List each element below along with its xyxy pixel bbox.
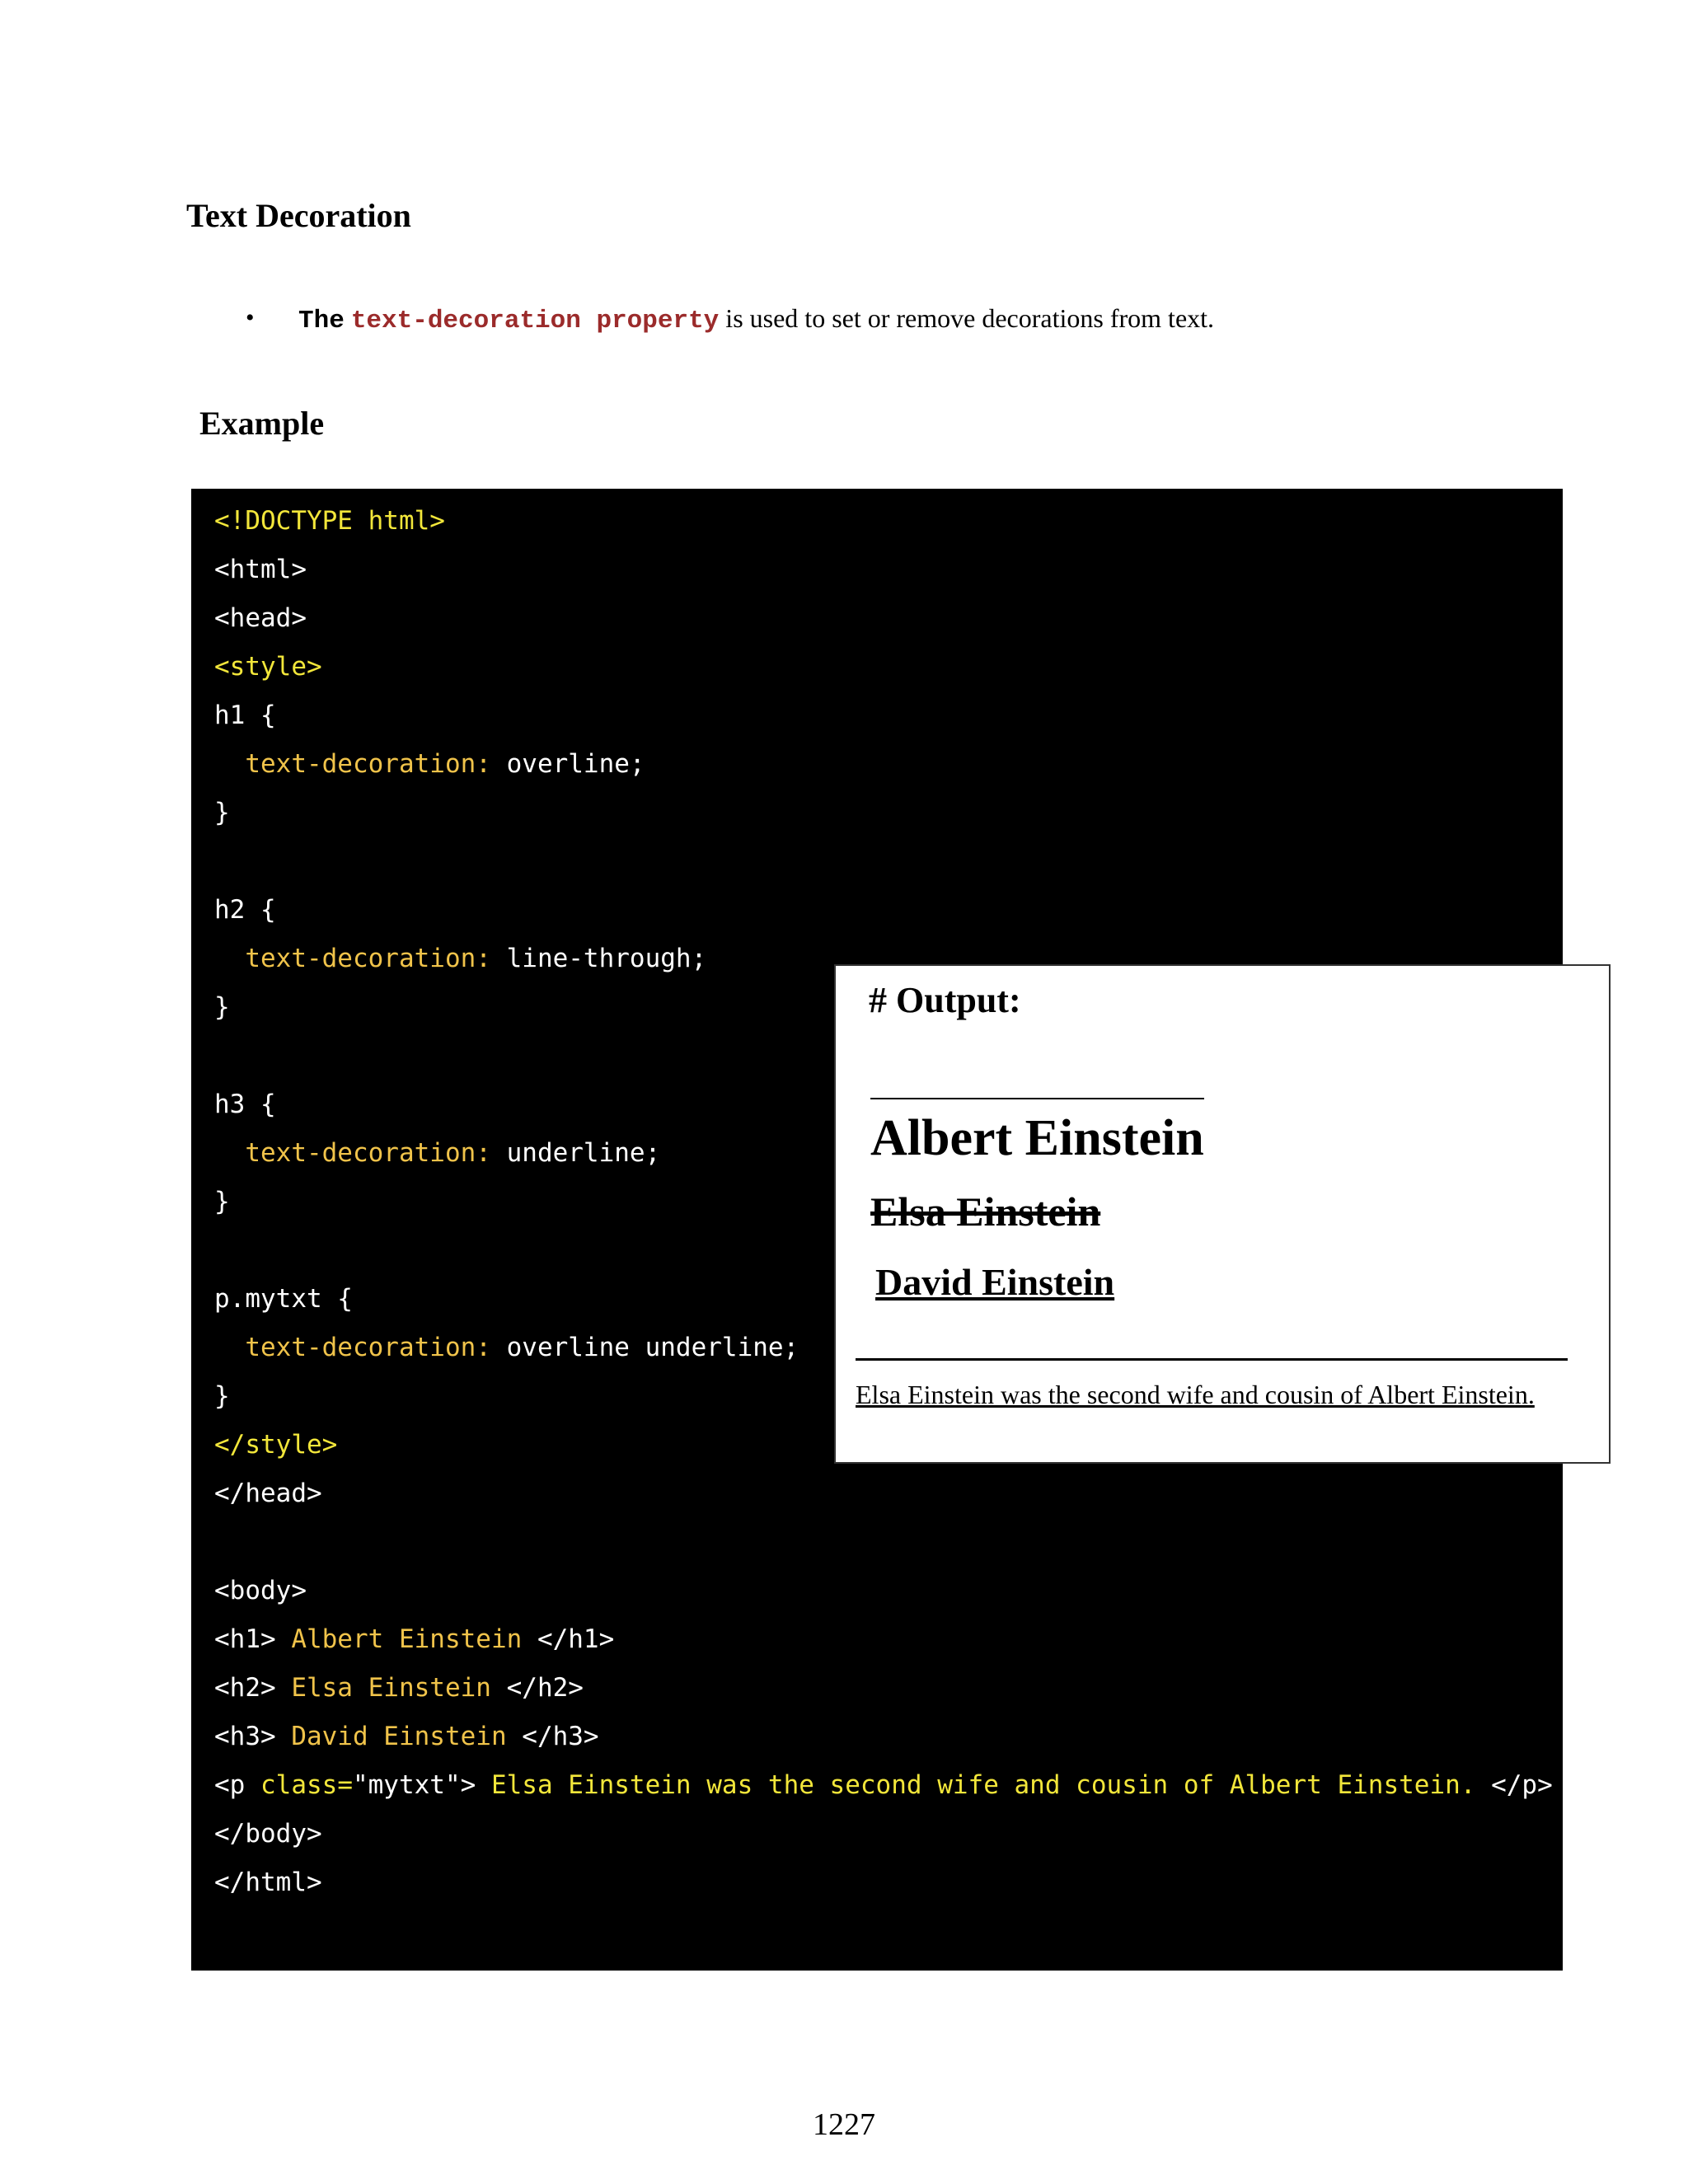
code-line [214,1713,1553,1761]
code-token: text-decoration: [214,749,491,779]
code-token: </h1> [537,1624,615,1654]
code-line [214,1858,1553,1907]
code-token: </body> [214,1819,322,1849]
code-token: h2 { [214,895,276,925]
output-label: # Output: [869,980,1021,1020]
code-line [214,837,1553,886]
code-token: Elsa Einstein was the second wife and cousin of Albert Einstein. [476,1770,1492,1800]
bullet-marker: • [246,304,255,331]
code-line [214,1518,1553,1567]
code-token: <html> [214,555,307,584]
code-token: } [214,1381,230,1411]
code-token: </h3> [522,1722,599,1751]
section-title: Text Decoration [186,197,411,234]
code-line [214,497,1553,546]
code-line [214,1469,1553,1518]
code-line [214,1615,1553,1664]
output-paragraph: Elsa Einstein was the second wife and cousin of Albert Einstein. [856,1358,1568,1410]
code-token: <head> [214,603,307,633]
bullet-suffix: is used to set or remove decorations from text. [719,303,1215,333]
code-token: <h3> [214,1722,276,1751]
code-line [214,1567,1553,1615]
code-token: underline; [490,1138,661,1168]
code-line [214,643,1553,691]
code-token: <!DOCTYPE html> [214,506,445,536]
code-token: "mytxt"> [352,1770,476,1800]
code-token: p.mytxt { [214,1284,353,1314]
code-token: </head> [214,1479,322,1508]
code-line [214,1810,1553,1858]
page-number: 1227 [813,2107,875,2142]
output-panel [834,964,1611,1464]
output-heading-3: David Einstein [875,1261,1115,1303]
code-token: text-decoration: [214,1138,491,1168]
code-token: Elsa Einstein [275,1673,507,1703]
code-token: </html> [214,1868,322,1897]
code-line [214,691,1553,740]
code-line [214,886,1553,935]
code-token: </h2> [506,1673,584,1703]
code-line [214,789,1553,837]
code-line [214,546,1553,594]
code-token: } [214,1187,230,1216]
code-token: } [214,798,230,827]
code-token: <p [214,1770,260,1800]
bullet-text [298,298,1214,341]
code-token: <style> [214,652,322,682]
code-token: <body> [214,1576,307,1605]
code-line [214,740,1553,789]
code-token: Albert Einstein [275,1624,537,1654]
bullet-prefix: The [298,307,345,335]
code-token: David Einstein [275,1722,523,1751]
code-token: line-through; [490,944,707,973]
code-token: overline underline; [490,1333,799,1362]
code-token: text-decoration: [214,1333,491,1362]
output-heading-2: Elsa Einstein [870,1188,1101,1235]
code-token: <h2> [214,1673,276,1703]
code-token: h3 { [214,1090,276,1119]
code-token: overline; [490,749,645,779]
code-token: <h1> [214,1624,276,1654]
example-title: Example [199,405,325,442]
code-token: } [214,992,230,1022]
code-token: </style> [214,1430,338,1460]
code-token: h1 { [214,701,276,730]
inline-code-term: text-decoration property [350,307,720,335]
output-heading-1: Albert Einstein [870,1098,1204,1168]
code-line [214,1664,1553,1713]
code-token: </p> [1491,1770,1553,1800]
code-token: text-decoration: [214,944,491,973]
code-token: class= [260,1770,353,1800]
code-line [214,594,1553,643]
code-line [214,1761,1553,1810]
